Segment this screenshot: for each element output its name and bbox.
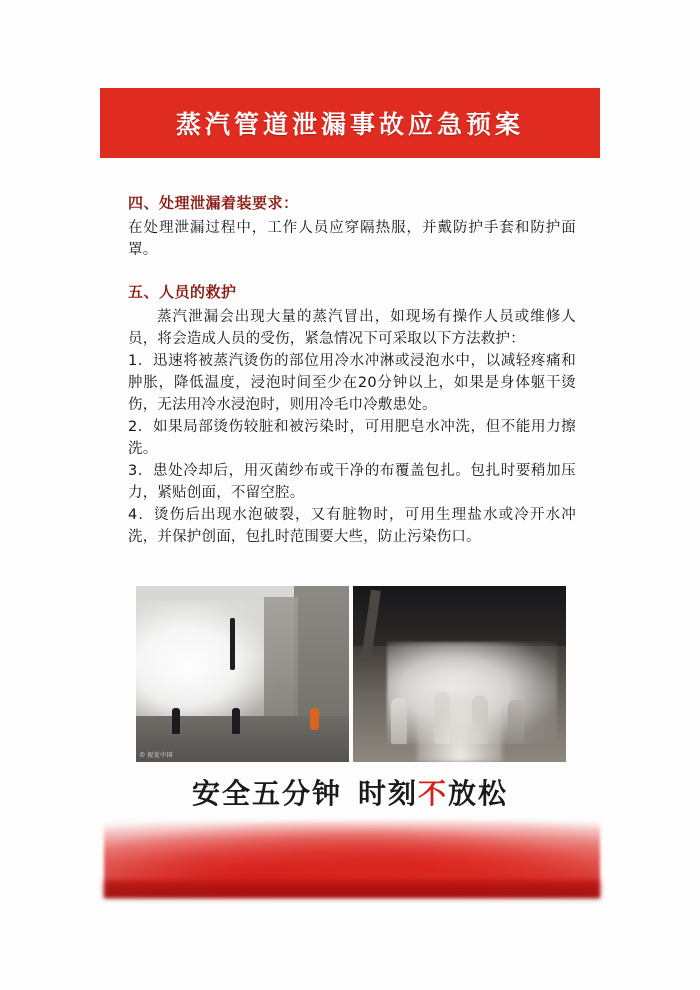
red-paint-smear-decoration xyxy=(104,820,600,898)
protective-suit-figure xyxy=(391,698,407,744)
building-secondary-shape xyxy=(264,597,298,717)
photo-row xyxy=(136,586,566,762)
protective-suit-figure xyxy=(508,700,524,744)
slogan-part-2: 时刻 xyxy=(357,777,418,810)
section-5-item-2: 2．如果局部烫伤较脏和被污染时，可用肥皂水冲洗，但不能用力擦洗。 xyxy=(128,419,576,458)
section-heading-5: 五、人员的救护 xyxy=(128,283,237,302)
photo-rescue-workers xyxy=(353,586,566,762)
title-banner xyxy=(100,88,600,158)
page-title: 蒸汽管道泄漏事故应急预案 xyxy=(175,110,524,139)
photo-steam-street xyxy=(136,586,349,762)
photo-watermark: © 视觉中国 xyxy=(140,753,174,759)
section-5-paragraph-1: 蒸汽泄漏会出现大量的蒸汽冒出，如现场有操作人员或维修人员，将会造成人员的受伤，紧急情况下可采取以下方法救护： xyxy=(128,309,576,348)
worker-figure xyxy=(310,708,319,730)
pole-shape xyxy=(230,618,235,671)
dark-background-shape xyxy=(353,586,566,646)
section-heading-4: 四、处理泄漏着装要求： xyxy=(128,194,299,212)
building-shape xyxy=(294,586,349,723)
slogan-part-1: 安全五分钟 xyxy=(191,777,342,810)
steam-cloud-shape xyxy=(136,600,274,723)
section-5-item-3: 3．患处冷却后，用灭菌纱布或干净的布覆盖包扎。包扎时要稍加压力，紧贴创面，不留空腔。 xyxy=(128,463,576,502)
safety-slogan xyxy=(0,772,700,812)
slogan-highlight: 不 xyxy=(418,777,449,810)
section-5-item-1: 1．迅速将被蒸汽烫伤的部位用冷水冲淋或浸泡水中，以减轻疼痛和肿胀，降低温度，浸泡时间至少在20分钟以上，如果是身体躯干烫伤，无法用冷水浸泡时，则用冷毛巾冷敷患处。 xyxy=(128,353,576,414)
person-figure xyxy=(232,708,240,734)
document-body xyxy=(128,192,576,548)
steam-plume-shape xyxy=(417,678,502,762)
section-4-paragraph-1: 在处理泄漏过程中，工作人员应穿隔热服，并戴防护手套和防护面罩。 xyxy=(128,220,576,259)
person-figure xyxy=(172,708,180,734)
section-5-item-4: 4．烫伤后出现水泡破裂，又有脏物时，可用生理盐水或冷开水冲洗，并保护创面，包扎时范围要大些，防止污染伤口。 xyxy=(128,507,576,546)
slogan-part-3: 放松 xyxy=(448,777,509,810)
